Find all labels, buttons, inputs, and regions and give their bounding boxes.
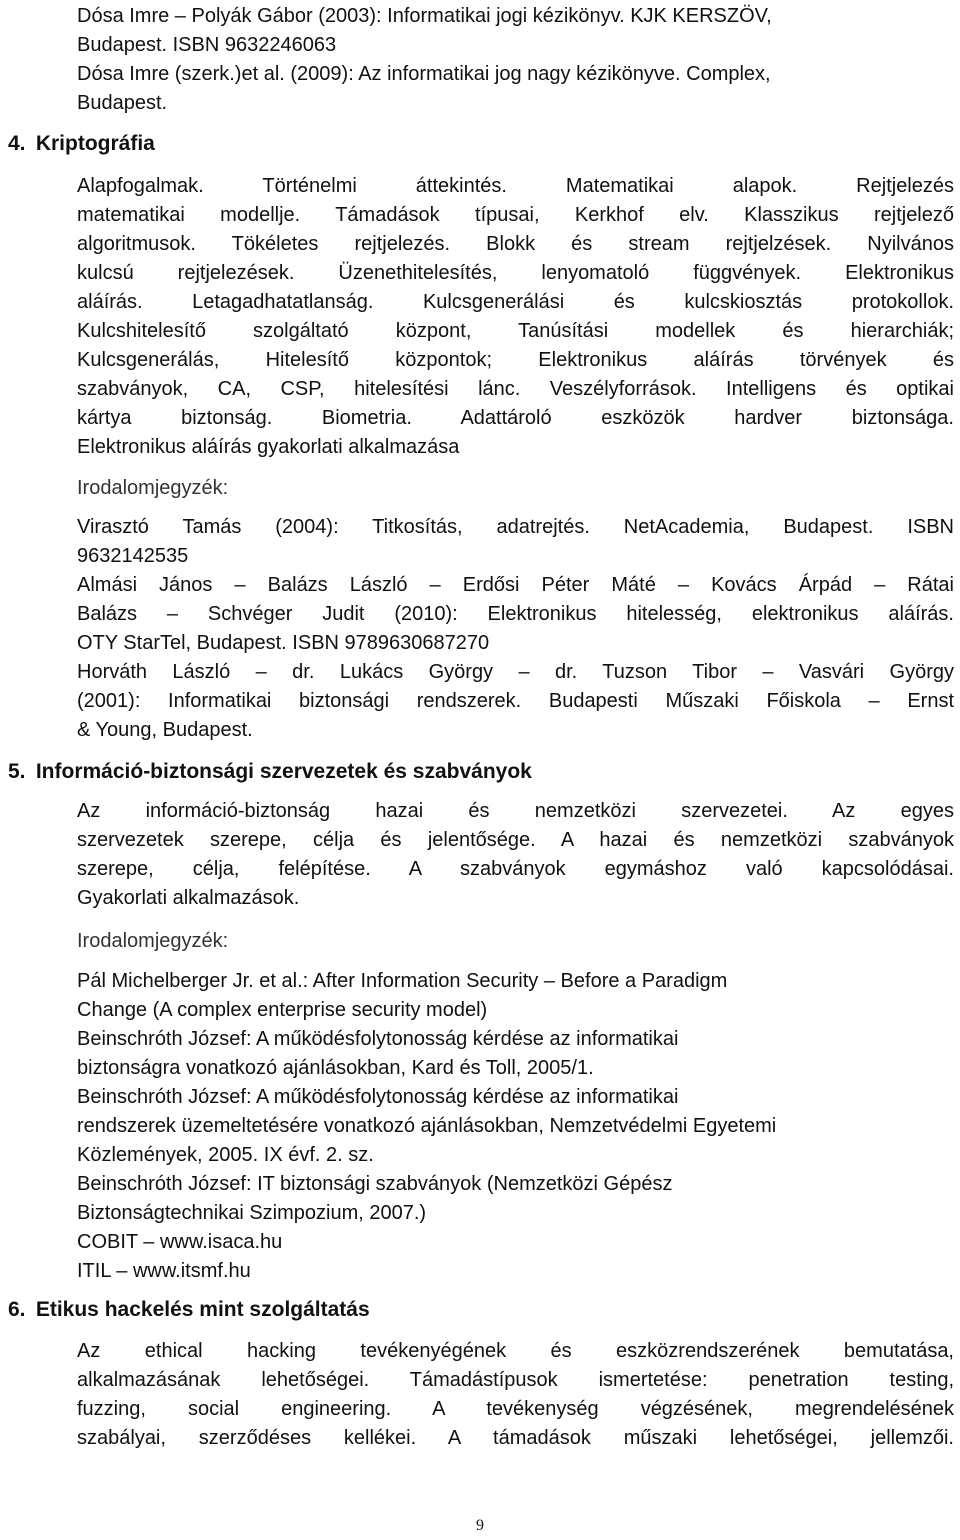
reference-line: Dósa Imre – Polyák Gábor (2003): Informatikai jogi kézikönyv. KJK KERSZÖV, — [77, 5, 772, 27]
reference-line: Almási János – Balázs László – Erdősi Péter Máté – Kovács Árpád – Rátai — [77, 574, 954, 596]
section-number: 5. — [8, 760, 26, 783]
top-references — [77, 2, 877, 118]
section-title: Kriptográfia — [35, 132, 155, 155]
section-title: Etikus hackelés mint szolgáltatás — [35, 1298, 370, 1321]
section-6-body — [77, 1337, 954, 1453]
bibliography-label: Irodalomjegyzék: — [77, 477, 229, 499]
section-4-references — [77, 513, 954, 745]
reference-line: Beinschróth József: A működésfolytonosság kérdése az informatikai — [77, 1086, 679, 1108]
reference-line: Budapest. ISBN 9632246063 — [77, 34, 337, 56]
reference-line: Beinschróth József: A működésfolytonosság kérdése az informatikai — [77, 1028, 679, 1050]
body-line: Az ethical hacking tevékenyégének és eszközrendszerének bemutatása, — [77, 1340, 954, 1362]
body-line: szervezetek szerepe, célja és jelentősége. A hazai és nemzetközi szabványok — [77, 829, 954, 851]
reference-line: OTY StarTel, Budapest. ISBN 9789630687270 — [77, 632, 490, 654]
body-line: kulcsú rejtjelezések. Üzenethitelesítés, lenyomatoló függvények. Elektronikus — [77, 262, 954, 284]
reference-line: Horváth László – dr. Lukács György – dr. Tuzson Tibor – Vasvári György — [77, 661, 954, 683]
reference-line: Change (A complex enterprise security model) — [77, 999, 488, 1021]
section-4-body — [77, 172, 954, 462]
section-number: 4. — [8, 132, 26, 155]
body-line: Alapfogalmak. Történelmi áttekintés. Matematikai alapok. Rejtjelezés — [77, 175, 954, 197]
body-line: algoritmusok. Tökéletes rejtjelezés. Blokk és stream rejtjelzések. Nyilvános — [77, 233, 954, 255]
reference-line: biztonságra vonatkozó ajánlásokban, Kard és Toll, 2005/1. — [77, 1057, 594, 1079]
reference-line: Közlemények, 2005. IX évf. 2. sz. — [77, 1144, 374, 1166]
page-number: 9 — [476, 1517, 484, 1534]
body-line: szabványok, CA, CSP, hitelesítési lánc. Veszélyforrások. Intelligens és optikai — [77, 378, 954, 400]
reference-line: Biztonságtechnikai Szimpozium, 2007.) — [77, 1202, 427, 1224]
section-heading-6 — [8, 1295, 370, 1325]
reference-line: Balázs – Schvéger Judit (2010): Elektronikus hitelesség, elektronikus aláírás. — [77, 603, 954, 625]
body-line: szabályai, szerződéses kellékei. A támadások műszaki lehetőségei, jellemzői. — [77, 1427, 954, 1449]
reference-line: Dósa Imre (szerk.)et al. (2009): Az informatikai jog nagy kézikönyve. Complex, — [77, 63, 771, 85]
body-line: Elektronikus aláírás gyakorlati alkalmazása — [77, 436, 460, 458]
body-line: Gyakorlati alkalmazások. — [77, 887, 300, 909]
bibliography-label: Irodalomjegyzék: — [77, 930, 229, 952]
reference-line: Pál Michelberger Jr. et al.: After Information Security – Before a Paradigm — [77, 970, 728, 992]
body-line: aláírás. Letagadhatatlanság. Kulcsgenerálási és kulcskiosztás protokollok. — [77, 291, 954, 313]
body-line: Az információ-biztonság hazai és nemzetközi szervezetei. Az egyes — [77, 800, 954, 822]
section-number: 6. — [8, 1298, 26, 1321]
reference-line: 9632142535 — [77, 545, 189, 567]
section-heading-4 — [8, 129, 155, 159]
reference-line: (2001): Informatikai biztonsági rendszerek. Budapesti Műszaki Főiskola – Ernst — [77, 690, 954, 712]
body-line: alkalmazásának lehetőségei. Támadástípusok ismertetése: penetration testing, — [77, 1369, 954, 1391]
body-line: fuzzing, social engineering. A tevékenység végzésének, megrendelésének — [77, 1398, 954, 1420]
body-line: Kulcshitelesítő szolgáltató központ, Tanúsítási modellek és hierarchiák; — [77, 320, 954, 342]
reference-line: Virasztó Tamás (2004): Titkosítás, adatrejtés. NetAcademia, Budapest. ISBN — [77, 516, 954, 538]
body-line: Kulcsgenerálás, Hitelesítő központok; Elektronikus aláírás törvények és — [77, 349, 954, 371]
body-line: szerepe, célja, felépítése. A szabványok egymáshoz való kapcsolódásai. — [77, 858, 954, 880]
reference-line: ITIL – www.itsmf.hu — [77, 1260, 251, 1282]
body-line: kártya biztonság. Biometria. Adattároló eszközök hardver biztonsága. — [77, 407, 954, 429]
section-title: Információ-biztonsági szervezetek és szabványok — [35, 760, 532, 783]
reference-line: rendszerek üzemeltetésére vonatkozó ajánlásokban, Nemzetvédelmi Egyetemi — [77, 1115, 777, 1137]
reference-line: Beinschróth József: IT biztonsági szabványok (Nemzetközi Gépész — [77, 1173, 673, 1195]
reference-line: COBIT – www.isaca.hu — [77, 1231, 283, 1253]
body-line: matematikai modellje. Támadások típusai, Kerkhof elv. Klasszikus rejtjelező — [77, 204, 954, 226]
reference-line: Budapest. — [77, 92, 168, 114]
section-heading-5 — [8, 757, 532, 787]
reference-line: & Young, Budapest. — [77, 719, 253, 741]
section-5-body — [77, 797, 954, 913]
section-5-references — [77, 967, 954, 1286]
